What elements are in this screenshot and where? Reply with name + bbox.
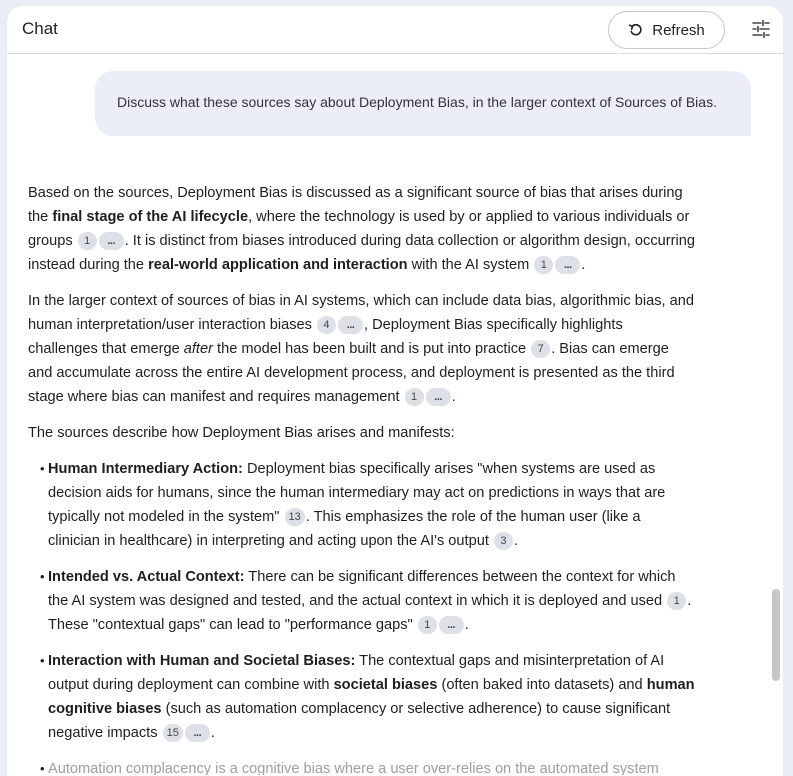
answer-text: the model has been built and is put into practice <box>212 341 531 357</box>
bullet-heading: Intended vs. Actual Context: <box>48 569 245 585</box>
assistant-answer <box>28 181 695 775</box>
answer-text: (often baked into datasets) and <box>437 677 647 693</box>
citation-chip[interactable]: 7 <box>531 340 550 358</box>
answer-bold-text: human cognitive biases <box>48 677 695 717</box>
list-item <box>28 565 695 637</box>
citation-more-chip[interactable]: ... <box>426 388 451 406</box>
citation-chip[interactable]: 4 <box>317 316 336 334</box>
answer-paragraph <box>28 289 695 409</box>
partial-cutoff-text: Automation complacency is a cognitive bias where a user over-relies on the automated system <box>48 761 659 775</box>
answer-text: , where the technology is used by or applied to various individuals or groups <box>28 209 690 249</box>
answer-paragraph: The sources describe how Deployment Bias arises and manifests: <box>28 425 455 441</box>
citation-more-chip[interactable]: ... <box>99 232 124 250</box>
citation-chip[interactable]: 1 <box>78 232 97 250</box>
bullet-list <box>28 457 695 775</box>
answer-text: . It is distinct from biases introduced during data collection or algorithm design, occurring instead during the <box>28 233 695 273</box>
answer-bold-text: societal biases <box>333 677 438 693</box>
scrollbar-thumb[interactable] <box>772 589 780 681</box>
answer-text: The contextual gaps and misinterpretation of AI output during deployment can combine with <box>48 653 665 693</box>
answer-text: . <box>210 725 215 741</box>
answer-text: (such as automation complacency or selective adherence) to cause significant negative impacts <box>48 701 671 741</box>
citation-chip[interactable]: 1 <box>534 256 553 274</box>
answer-text: There can be significant differences between the context for which the AI system was designed and tested, and the actual context in which it is deployed and used <box>48 569 676 609</box>
refresh-label: Refresh <box>652 21 705 39</box>
answer-text: Deployment bias specifically arises "when systems are used as decision aids for humans, since the human intermediary may act on predictions in ways that are typically not modeled in the system" <box>48 461 666 525</box>
citation-chip[interactable]: 13 <box>285 508 305 526</box>
citation-chip[interactable]: 3 <box>494 532 513 550</box>
citation-more-chip[interactable]: ... <box>185 724 210 742</box>
user-message-text: Discuss what these sources say about Deployment Bias, in the larger context of Sources of Bias. <box>117 94 717 110</box>
citation-more-chip[interactable]: ... <box>555 256 580 274</box>
answer-text: , Deployment Bias specifically highlights challenges that emerge <box>28 317 623 357</box>
answer-text: . <box>581 257 586 273</box>
citation-chip[interactable]: 1 <box>405 388 424 406</box>
answer-text: Based on the sources, Deployment Bias is discussed as a significant source of bias that arises during the <box>28 185 683 225</box>
list-item <box>28 457 695 553</box>
answer-text: . This emphasizes the role of the human user (like a clinician in healthcare) in interpreting and acting upon the AI's output <box>48 509 641 549</box>
chat-panel <box>7 6 783 776</box>
answer-text: . <box>464 617 469 633</box>
tune-sliders-icon[interactable] <box>751 19 771 39</box>
chat-header <box>7 6 783 54</box>
panel-title: Chat <box>22 19 58 38</box>
citation-more-chip[interactable]: ... <box>338 316 363 334</box>
answer-bold-text: real-world application and interaction <box>148 257 408 273</box>
answer-italic-text: after <box>183 341 213 357</box>
answer-text: . These "contextual gaps" can lead to "performance gaps" <box>48 593 692 633</box>
answer-text: . <box>451 389 456 405</box>
user-message-bubble <box>95 71 751 136</box>
list-item <box>28 757 695 775</box>
citation-chip[interactable]: 15 <box>163 724 183 742</box>
citation-more-chip[interactable]: ... <box>439 616 464 634</box>
refresh-button[interactable] <box>608 11 725 49</box>
answer-paragraph <box>28 181 695 277</box>
chat-scroll-area[interactable] <box>7 55 783 775</box>
answer-text: . Bias can emerge and accumulate across the entire AI development process, and deployment is presented as the third stage where bias can manifest and requires management <box>28 341 675 405</box>
citation-chip[interactable]: 1 <box>418 616 437 634</box>
bullet-heading: Human Intermediary Action: <box>48 461 243 477</box>
answer-text: . <box>513 533 519 549</box>
answer-bold-text: final stage of the AI lifecycle <box>52 209 249 225</box>
refresh-icon <box>628 22 644 38</box>
citation-chip[interactable]: 1 <box>667 592 686 610</box>
answer-text: with the AI system <box>407 257 534 273</box>
bullet-heading: Interaction with Human and Societal Biases: <box>48 653 356 669</box>
answer-text: In the larger context of sources of bias in AI systems, which can include data bias, algorithmic bias, and human interpretation/user interaction biases <box>28 293 694 333</box>
list-item <box>28 649 695 745</box>
